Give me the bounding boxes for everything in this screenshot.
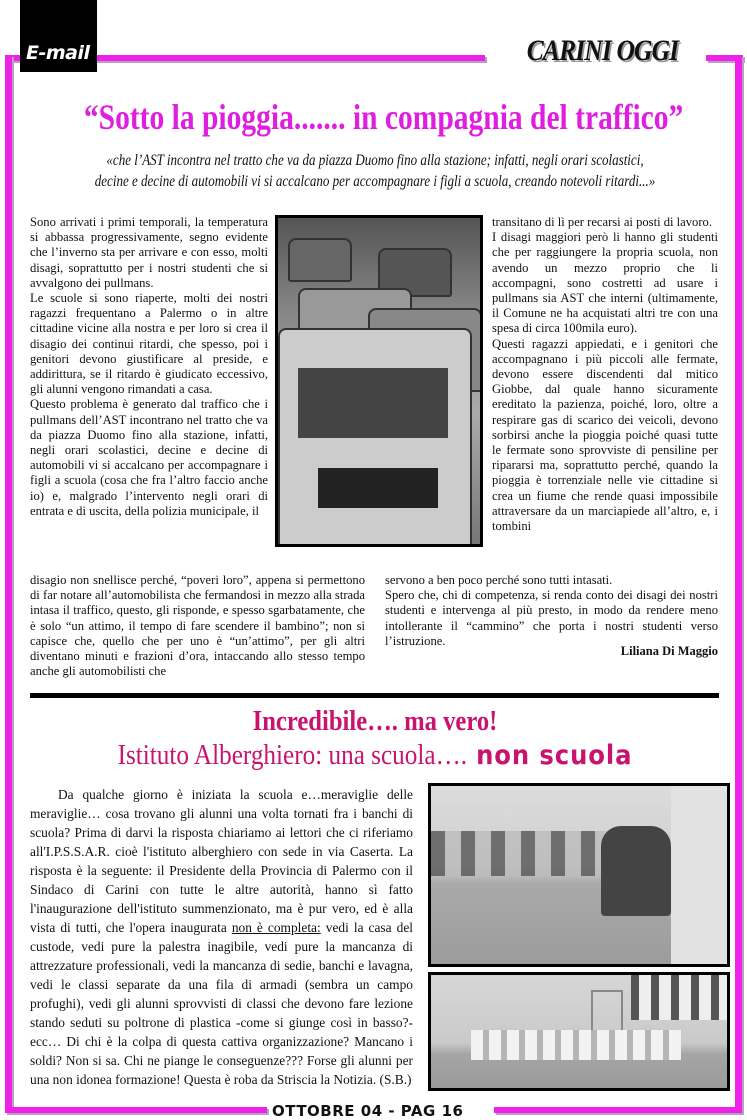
page-footer: OTTOBRE 04 - PAG 16 — [272, 1102, 464, 1120]
article2-headline — [56, 740, 695, 772]
paragraph: Sono arrivati i primi temporali, la temperatura si abbassa progressivamente, segno evidente che l’inverno sta per arrivare e con esso, molti disagi, soprattutto per i nostri studenti che si avvalgono dei pullmans. — [30, 215, 268, 290]
paragraph: Questo problema è generato dal traffico che i pullmans dell’AST incontrano nel tratto che va da piazza Duomo fino alla stazione, infatti, negli orari scolastici, decine e decine di automobili vi si accalcano per accompagnare i figli a scuola (cosa che fra l’altro faccio anche io) e, malgrado l’intervento negli orari di entrata e di uscita, della polizia municipale, il — [30, 397, 268, 518]
body-text: Da qualche giorno è iniziata la scuola e…meraviglie delle meraviglie… cosa trovano gli alunni una volta tornati fra i banchi di scuola? Prima di darvi la risposta chiariamo ai lettori che ci riferiamo all'I.P.S.S.A.R. cioè l'istituto alberghiero con sede in via Caserta. La risposta è la seguente: il Presidente della Provincia di Palermo con il Sindaco di Carini con tutte le altre autorità, hanno sì fatto l'inaugurazione dell'istituto summenzionato, ma è pur vero, ed è alla vista di tutti, che l'opera inaugurata — [30, 787, 413, 935]
body-text: vedi la casa del custode, vedi pure la palestra inagibile, vedi pure la mancanza di attrezzature professionali, vedi la mancanza di sedie, banchi e lavagna, vedi le classi separate da una fila di armadi (sembra un campo profughi), vedi gli alunni sprovvisti di classi che devono fare lezione stando seduti su poltrone di plastica -come si giunge così in basso?- ecc… Di chi è la colpa di questa cattiva organizzazione? Mancano i soldi? Non si sa. Chi ne piange le conseguenze??? Forse gli alunni per una non idonea formazione! Questa è roba da Striscia la Notizia. (S.B.) — [30, 920, 413, 1087]
article-subtitle — [77, 150, 673, 192]
paragraph: Questi ragazzi appiedati, e i genitori che accompagnano i più piccoli alle fermate, devono essere discendenti dal mitico Giobbe, dal quale hanno sicuramente ereditato la pazienza, poiché, loro, oltre a respirare gas di scarico dei veicoli, devono sorbirsi anche la pioggia poiché quasi tutte le fermate sono sprovviste di pensiline per ripararsi ma, soprattutto perché, quando la pioggia è torrenziale nelle vie cittadine si crea un fiume che rende quasi impossibile attraversare da un marciapiede all’altro, e, i tombini — [492, 336, 718, 534]
paragraph: transitano di lì per recarsi ai posti di lavoro. — [492, 215, 712, 229]
paragraph: Spero che, chi di competenza, si renda conto dei disagi dei nostri studenti e intervenga al più presto, in modo da rendere meno intollerante il “cammino” che porta i nostri studenti verso l’istruzione. — [385, 588, 718, 648]
subtitle-line: «che l’AST incontra nel tratto che va da piazza Duomo fino alla stazione; infatti, negli orari scolastici, — [106, 152, 644, 169]
section-label-text: E-mail — [26, 42, 90, 64]
traffic-photo — [275, 215, 483, 547]
article2-body — [30, 785, 413, 1089]
headline-text: Istituto Alberghiero: una scuola…. — [117, 740, 468, 771]
students-room-photo — [428, 783, 730, 967]
subtitle-line: decine e decine di automobili vi si accalcano per accompagnare i figli a scuola, creando notevoli ritardi...» — [94, 173, 656, 190]
frame-bottom-left — [5, 1107, 267, 1113]
article-left-column — [30, 215, 268, 519]
author-signature: Liliana Di Maggio — [620, 644, 718, 658]
paragraph: I disagi maggiori però li hanno gli studenti che per raggiungere la propria scuola, non avendo un mezzo proprio che li accompagni, sono costretti ad usare i pullmans sia AST che interni (ultimamente, il Comune ne ha acquistati altri tre con una spesa di circa 100mila euro). — [492, 230, 718, 336]
article-right-column — [492, 215, 718, 534]
paragraph: disagio non snellisce perché, “poveri loro”, appena si permettono di far notare all’automobilista che fermandosi in mezzo alla strada intasa il traffico, questo, gli risponde, e spesso sgarbatamente, che è solo “un attimo, il tempo di fare scendere il bambino”; non si capisce che, quello che per uno è “un’attimo”, per gli altri diventano minuti e frazioni d’ora, intaccando allo stesso tempo anche gli automobilisti che — [30, 573, 365, 679]
article2-kicker: Incredibile…. ma vero! — [252, 706, 498, 737]
frame-bottom-right — [494, 1107, 742, 1113]
section-label — [20, 0, 97, 72]
headline-emphasis: non scuola — [476, 740, 633, 771]
empty-classroom-photo — [428, 972, 730, 1091]
paragraph: servono a ben poco perché sono tutti intasati. — [385, 573, 613, 587]
frame-right — [735, 55, 742, 1113]
article-bottom-left — [30, 573, 365, 679]
paragraph — [30, 785, 413, 1089]
frame-left — [5, 55, 12, 1113]
body-underlined: non è completa: — [231, 920, 321, 935]
article-title: “Sotto la pioggia....... in compagnia del traffico” — [83, 97, 684, 137]
section-divider — [30, 693, 719, 698]
paragraph: Le scuole si sono riaperte, molti dei nostri ragazzi frequentano a Palermo o in altre cittadine vicine alla nostra e per loro si crea il disagio dei continui ritardi, che spesso, poi i genitori devono giustificare al preside, e addirittura, se il ritardo è giudicato eccessivo, gli alunni vengono rimandati a casa. — [30, 291, 268, 397]
article-bottom-right — [385, 573, 718, 649]
newspaper-logo: CARINI OGGI — [526, 34, 679, 67]
